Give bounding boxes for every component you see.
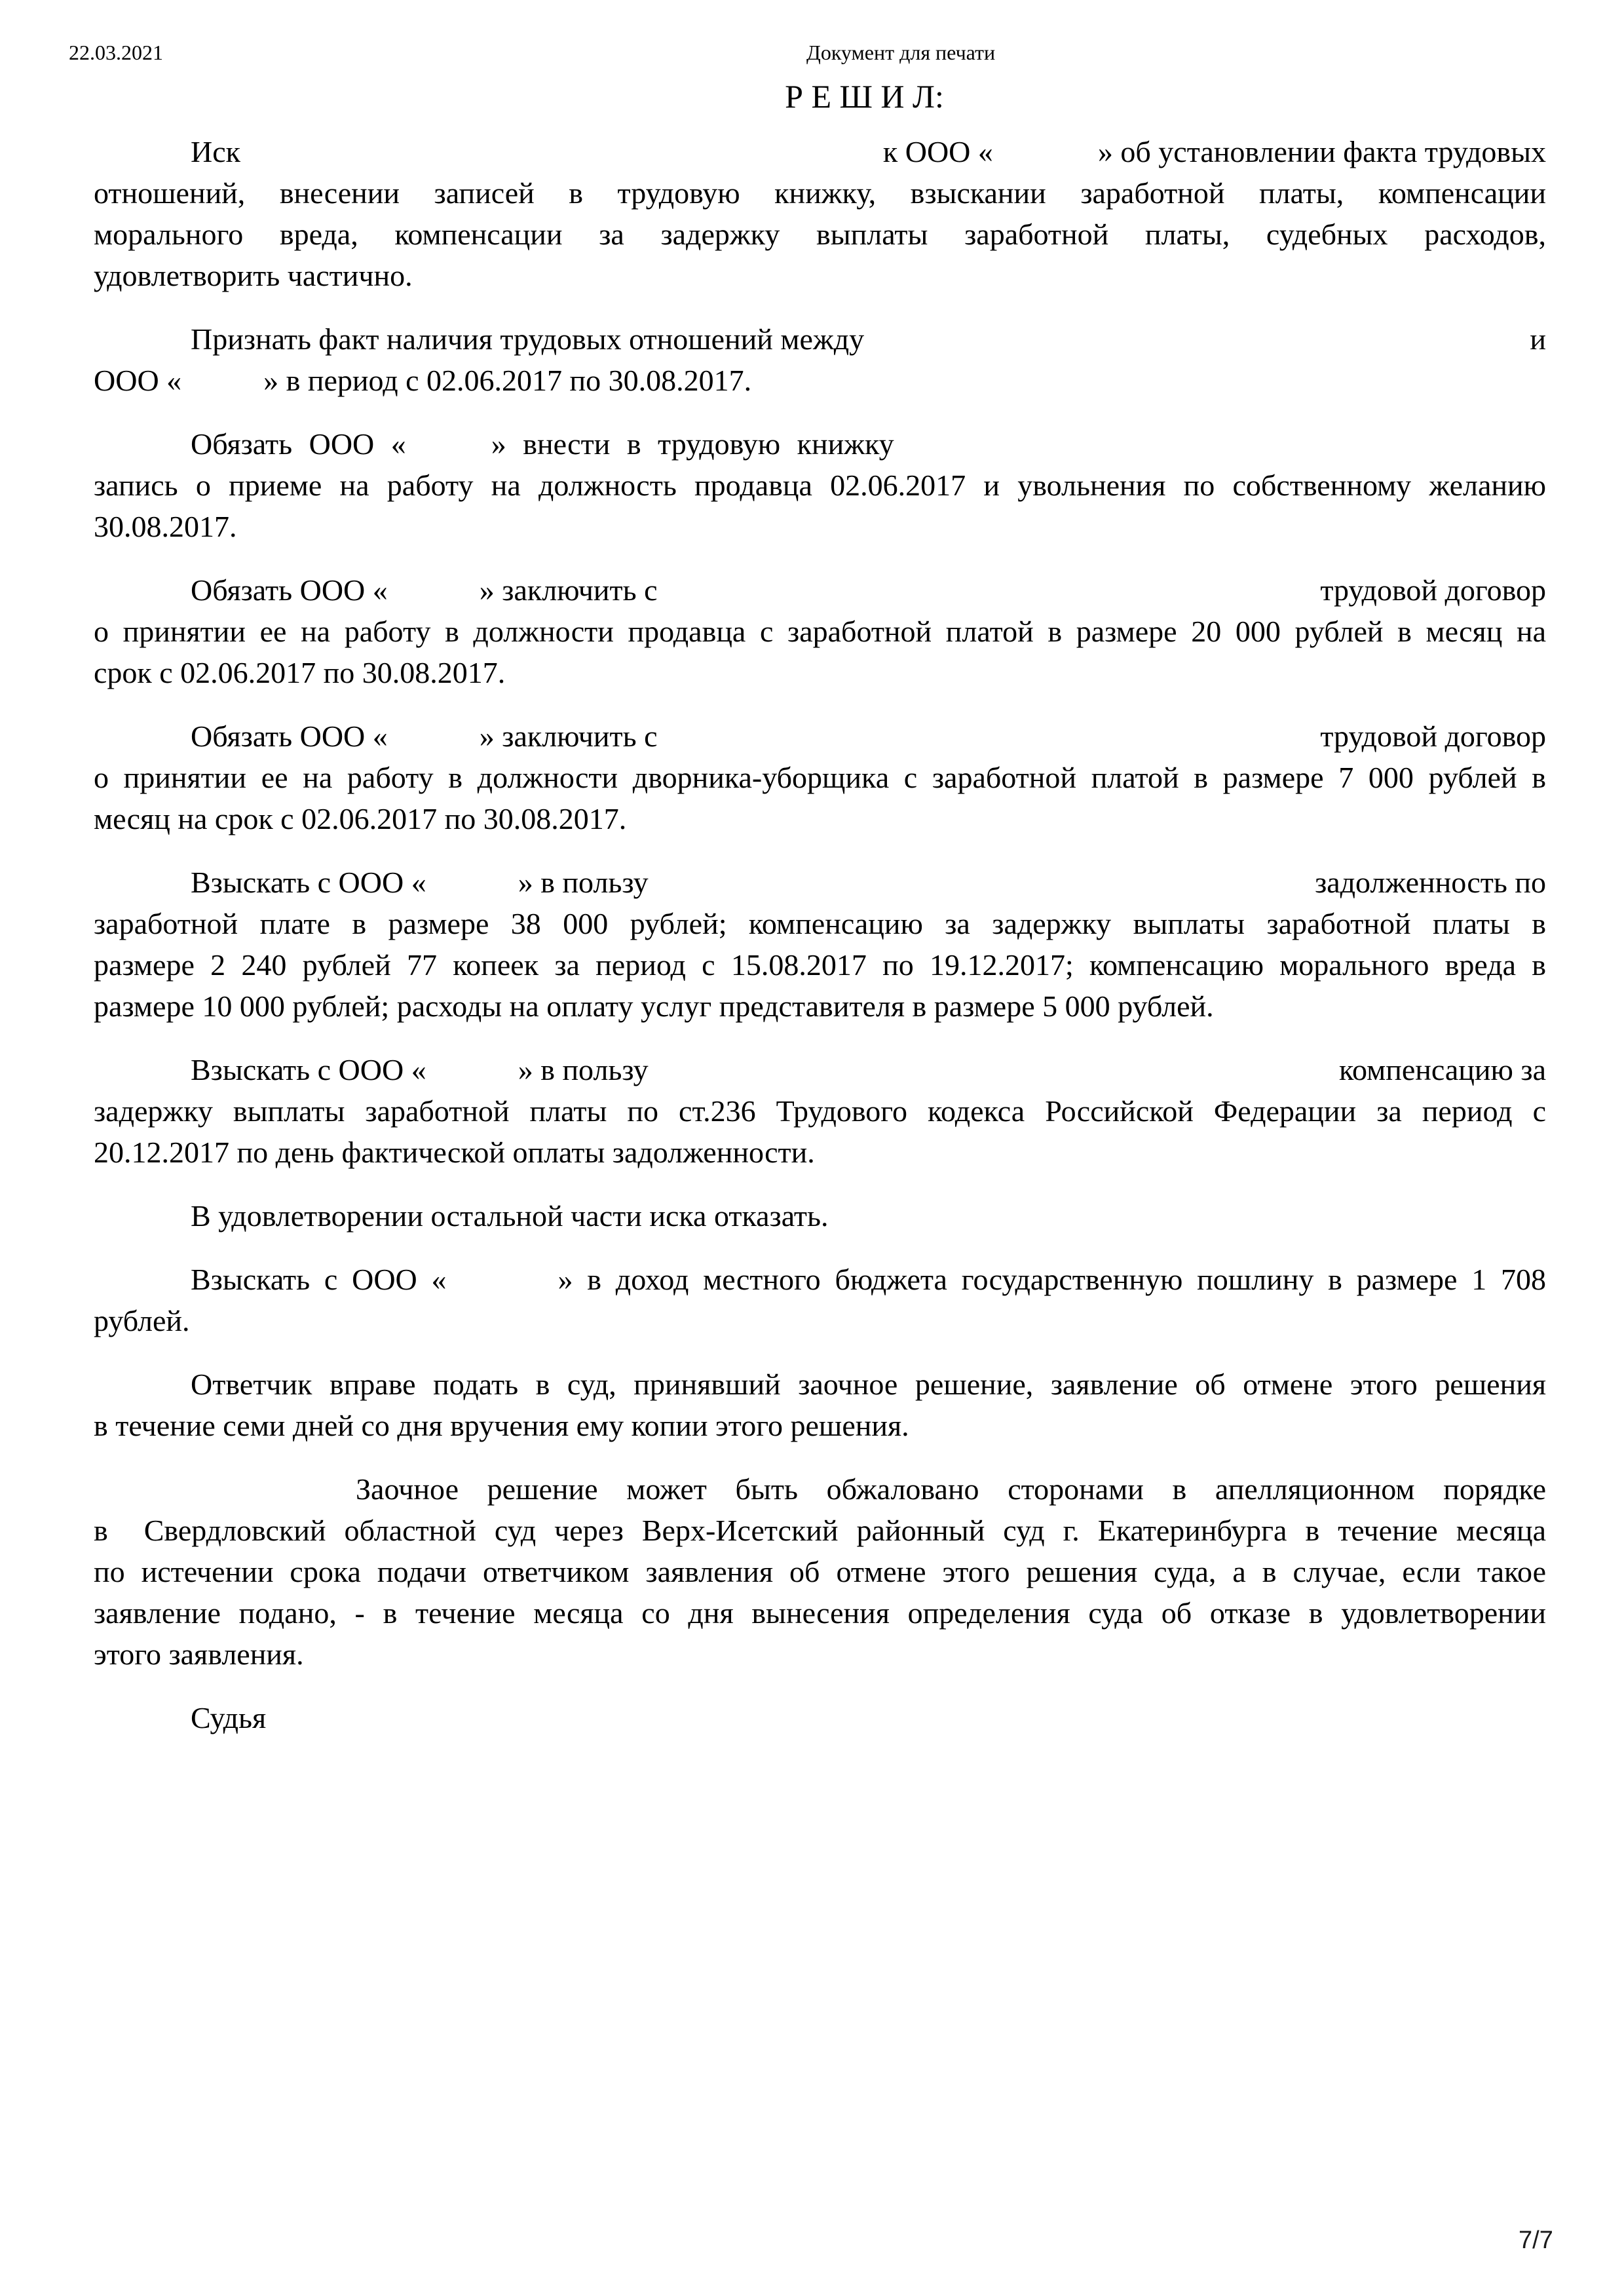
paragraph-workbook-entry [94,423,1546,547]
text-segment: » в пользу [518,1053,649,1086]
text-line: этого заявления. [94,1637,304,1671]
text-line [94,716,1546,757]
text-segment: задолженность по [1315,866,1546,899]
text-segment: Обязать ООО « [191,427,406,461]
text-line: запись о приеме на работу на должность продавца 02.06.2017 и увольнения по собственному желанию [94,469,1546,502]
decision-body [94,131,1546,1761]
text-segment: » заключить с [479,719,658,753]
text-line: морального вреда, компенсации за задержку выплаты заработной платы, судебных расходов, [94,218,1546,251]
text-segment: компенсацию за [1339,1053,1546,1086]
text-line: о принятии ее на работу в должности дворника-уборщика с заработной платой в размере 7 000 рублей в [94,761,1546,794]
paragraph-appeal-procedure [94,1468,1546,1675]
text-line: В удовлетворении остальной части иска отказать. [191,1199,829,1233]
text-segment: » об установлении факта трудовых [1097,135,1546,168]
text-line: заработной плате в размере 38 000 рублей; компенсацию за задержку выплаты заработной платы в [94,907,1546,940]
text-line: о принятии ее на работу в должности продавца с заработной платой в размере 20 000 рублей в месяц на [94,615,1546,648]
text-segment: » заключить с [479,573,658,607]
text-line: Ответчик вправе подать в суд, принявший заочное решение, заявление об отмене этого решения [191,1368,1546,1401]
text-line [94,1510,1546,1551]
text-segment: Взыскать с ООО « [191,1053,426,1086]
paragraph-contract-seller [94,569,1546,693]
text-line: Заочное решение может быть обжаловано сторонами в апелляционном порядке [356,1472,1546,1506]
paragraph-deny-rest [94,1195,1546,1236]
print-header-date: 22.03.2021 [69,41,163,64]
text-segment: Признать факт наличия трудовых отношений между [191,322,865,356]
text-segment: » в период с 02.06.2017 по 30.08.2017. [263,364,752,397]
text-line [94,423,1546,465]
text-line: срок с 02.06.2017 по 30.08.2017. [94,656,506,689]
paragraph-contract-janitor [94,716,1546,839]
text-line [94,318,1546,360]
text-segment: трудовой договор [1320,719,1546,753]
text-line: 20.12.2017 по день фактической оплаты задолженности. [94,1136,815,1169]
paragraph-recover-wages [94,862,1546,1027]
text-line: месяц на срок с 02.06.2017 по 30.08.2017. [94,802,627,835]
text-segment: Иск [191,135,240,168]
text-line: размере 10 000 рублей; расходы на оплату услуг представителя в размере 5 000 рублей. [94,989,1214,1023]
text-line: рублей. [94,1304,190,1337]
decision-heading: Р Е Ш И Л: [785,78,944,115]
text-line: Судья [191,1701,267,1734]
print-footer-page-number: 7/7 [1519,2227,1553,2254]
text-segment: Обязать ООО « [191,573,388,607]
print-header-title: Документ для печати [806,41,996,64]
text-line [94,131,1546,172]
text-segment: Взыскать с ООО « [191,866,426,899]
text-segment: » внести в трудовую книжку [491,427,894,461]
paragraph-defendant-right [94,1364,1546,1446]
paragraph-claim-satisfied [94,131,1546,296]
text-segment: » в пользу [518,866,649,899]
text-segment: Взыскать с ООО « [191,1263,447,1296]
text-segment: ООО « [94,364,182,397]
text-segment: к ООО « [882,135,993,168]
text-line [94,862,1546,903]
text-line [94,1259,1546,1300]
text-line: удовлетворить частично. [94,259,413,292]
text-segment: и [1530,322,1546,356]
text-segment: Обязать ООО « [191,719,388,753]
text-line: размере 2 240 рублей 77 копеек за период с 15.08.2017 по 19.12.2017; компенсацию морального вреда в [94,948,1546,982]
text-segment: трудовой договор [1320,573,1546,607]
paragraph-state-duty [94,1259,1546,1341]
text-line: заявление подано, - в течение месяца со дня вынесения определения суда об отказе в удовлетворении [94,1596,1546,1630]
text-line: в течение семи дней со дня вручения ему копии этого решения. [94,1409,909,1442]
text-line [94,1049,1546,1090]
text-segment: в [94,1514,108,1547]
text-line: отношений, внесении записей в трудовую книжку, взыскании заработной платы, компенсации [94,176,1546,210]
text-segment: Свердловский областной суд через Верх-Исетский районный суд г. Екатеринбурга в течение месяца [143,1514,1546,1547]
text-line: по истечении срока подачи ответчиком заявления об отмене этого решения суда, а в случае, если такое [94,1555,1546,1588]
paragraph-recover-delay-compensation [94,1049,1546,1173]
text-line [94,360,1546,401]
text-line: 30.08.2017. [94,510,237,543]
text-line: задержку выплаты заработной платы по ст.236 Трудового кодекса Российской Федерации за период с [94,1094,1546,1128]
paragraph-judge-signature [94,1697,1546,1738]
text-line [94,569,1546,611]
paragraph-recognize-employment [94,318,1546,401]
text-segment: » в доход местного бюджета государственную пошлину в размере 1 708 [557,1263,1546,1296]
